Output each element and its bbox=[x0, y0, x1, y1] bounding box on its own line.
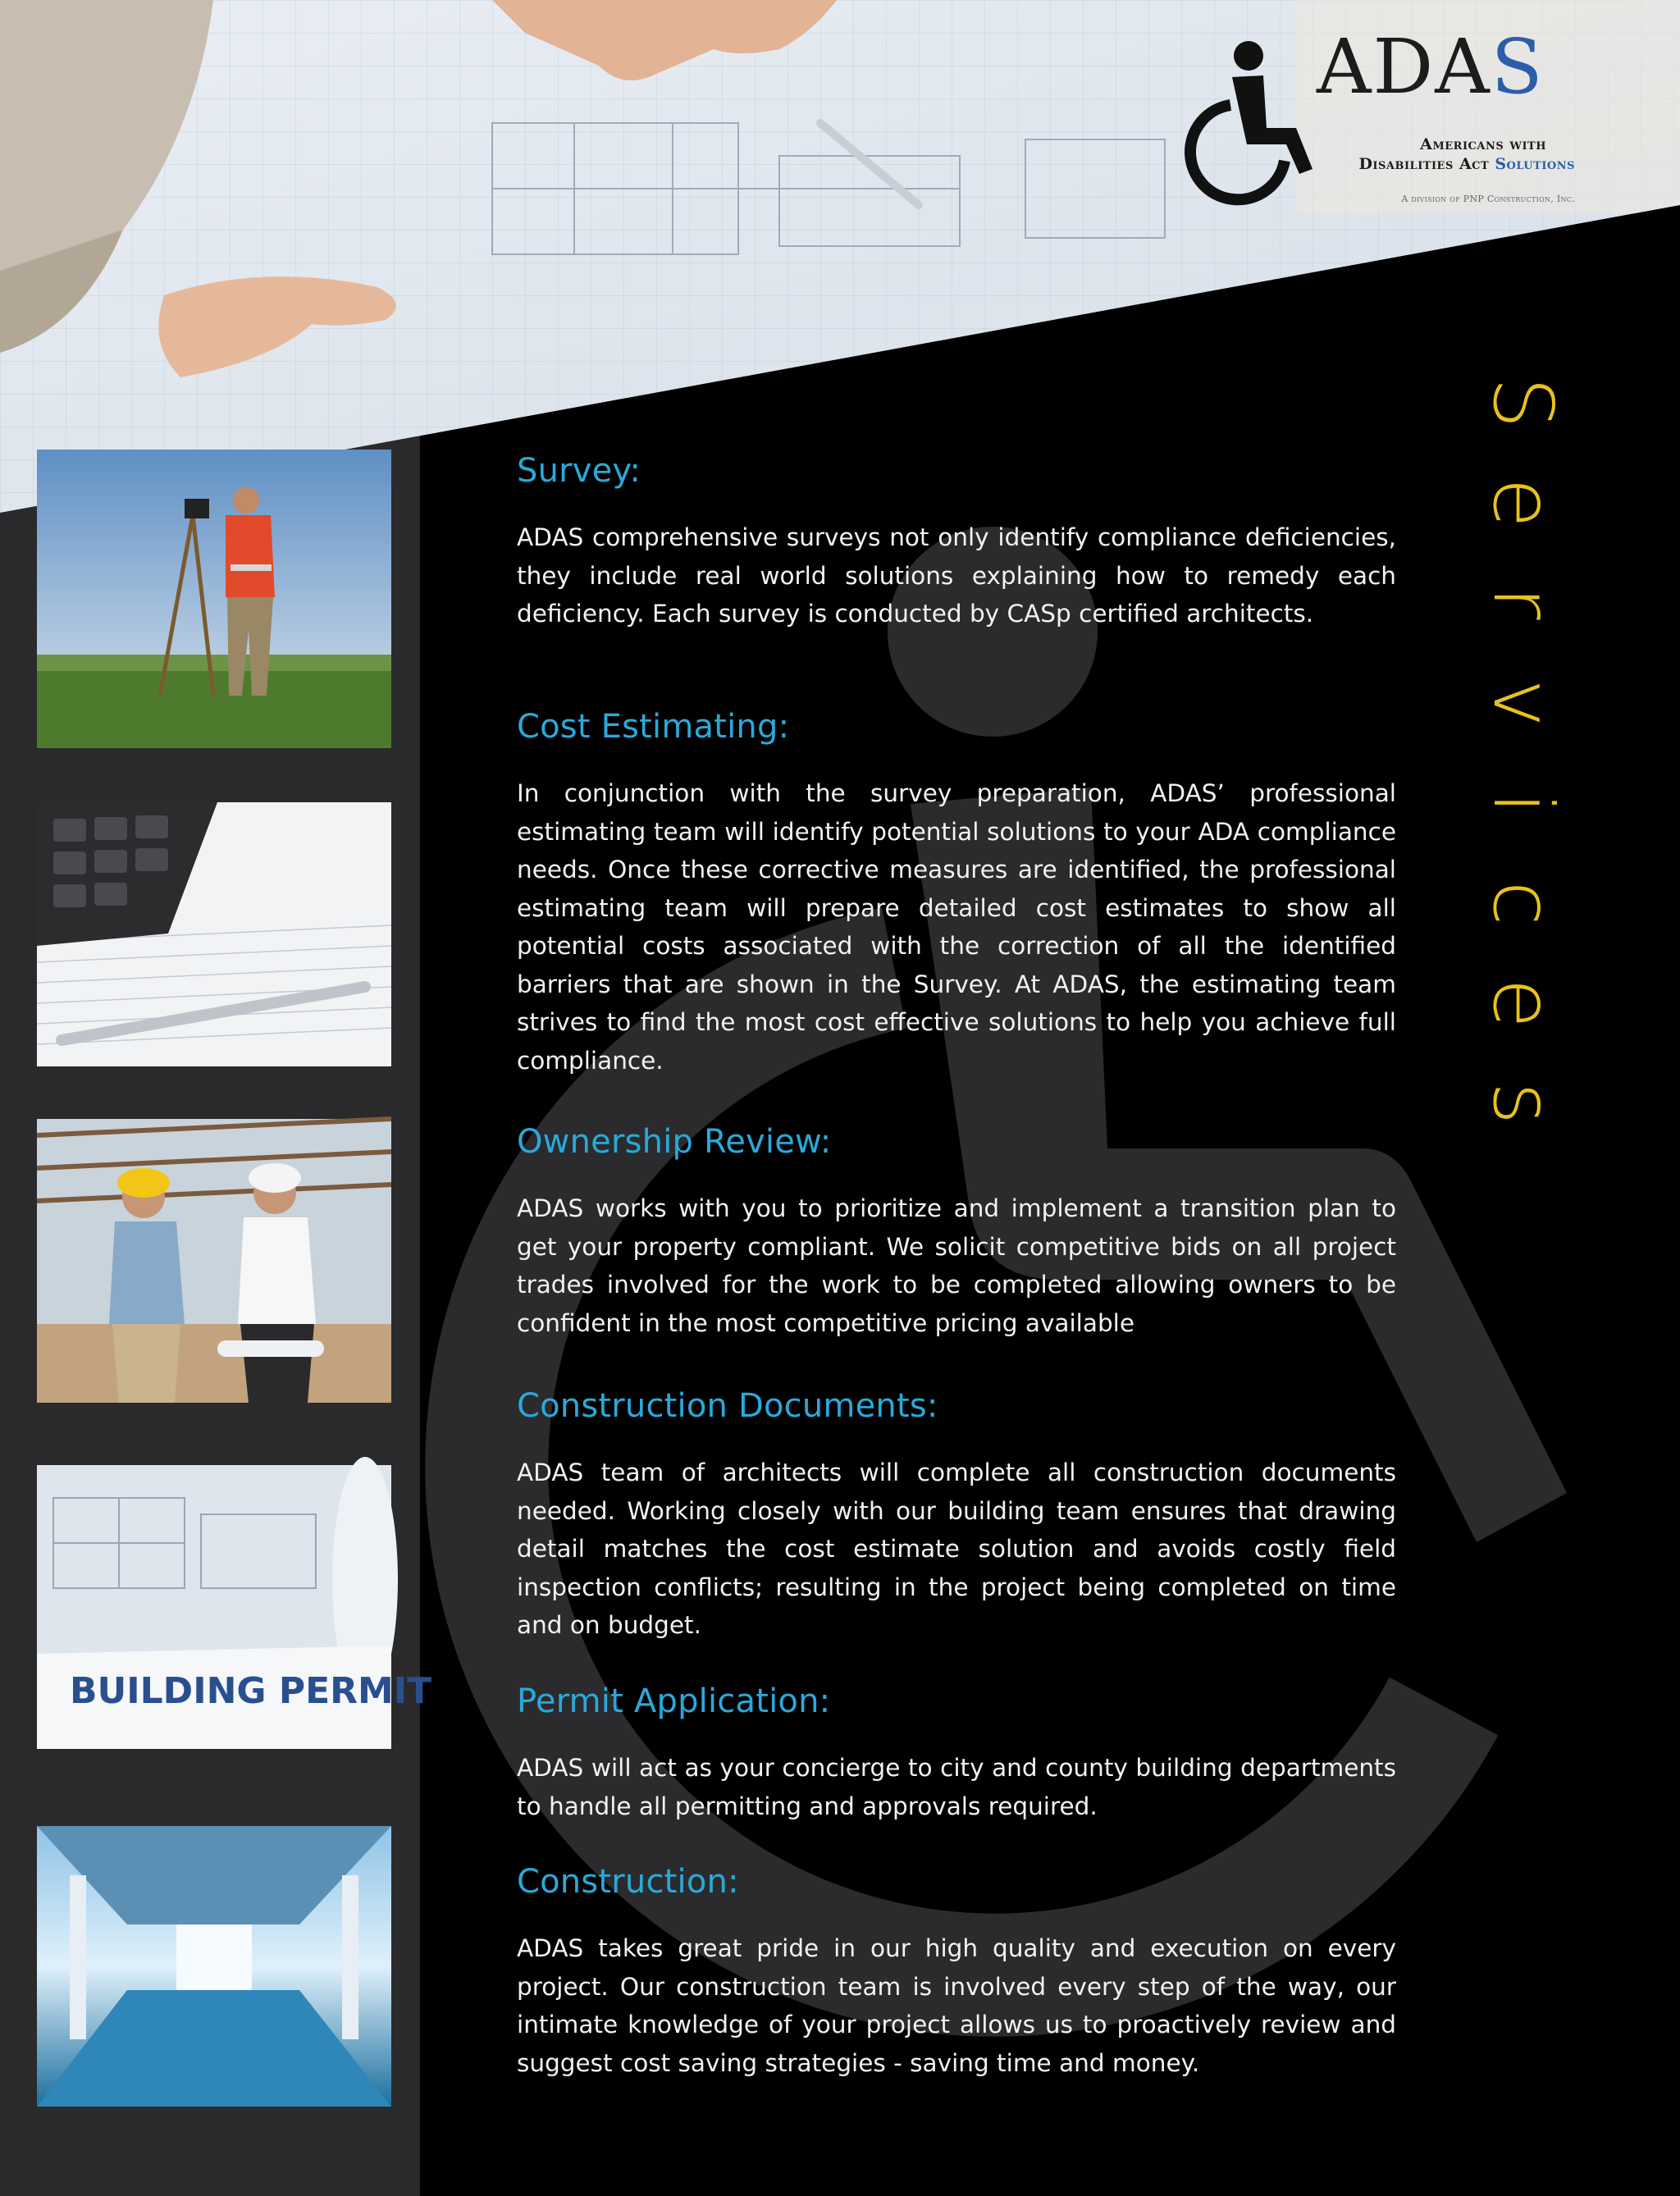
page-title bbox=[1475, 353, 1571, 1153]
handshake-photo bbox=[37, 1119, 391, 1403]
wheelchair-logo-icon bbox=[1181, 38, 1321, 202]
logo-wordmark: ADAS bbox=[1317, 23, 1545, 111]
calculator-photo bbox=[37, 802, 391, 1066]
section-cost-estimating bbox=[517, 707, 1396, 1080]
permit-label: BUILDING PERMIT bbox=[70, 1670, 432, 1712]
section-heading: Ownership Review: bbox=[517, 1123, 832, 1161]
section-heading: Permit Application: bbox=[517, 1682, 831, 1720]
section-body: In conjunction with the survey preparation, ADAS’ professional estimating team will identify potential solutions to your ADA compliance needs. Once these corrective measures are identified, the professional estimating team will prepare detailed cost estimates to show all potential costs associated with the correction of all the identified barriers that are shown in the Survey. At ADAS, the estimating team strives to find the most cost effective solutions to help you achieve full compliance. bbox=[517, 779, 1396, 1075]
adas-logo bbox=[1181, 23, 1608, 210]
title-letter: s bbox=[1475, 1081, 1571, 1125]
section-permit-application bbox=[517, 1682, 1396, 1825]
section-body: ADAS will act as your concierge to city and county building departments to handle all permitting and approvals required. bbox=[517, 1754, 1396, 1820]
section-construction bbox=[517, 1862, 1396, 2082]
section-body: ADAS comprehensive surveys not only identify compliance deficiencies, they include real world solutions explaining how to remedy each deficiency. Each survey is conducted by CASp certified architects. bbox=[517, 523, 1396, 628]
logo-tagline-line1: Americans with bbox=[1420, 135, 1546, 153]
section-ownership-review bbox=[517, 1122, 1396, 1342]
title-letter: r bbox=[1475, 586, 1571, 620]
section-survey bbox=[517, 451, 1396, 633]
section-heading: Cost Estimating: bbox=[517, 708, 790, 746]
title-letter: c bbox=[1475, 880, 1571, 926]
title-letter: e bbox=[1475, 477, 1571, 528]
title-letter: e bbox=[1475, 978, 1571, 1029]
section-heading: Survey: bbox=[517, 452, 641, 490]
building-permit-photo bbox=[37, 1465, 432, 1749]
building-interior-photo bbox=[37, 1826, 391, 2107]
logo-tagline-line2: Disabilities Act Solutions bbox=[1358, 155, 1575, 173]
section-construction-documents bbox=[517, 1386, 1396, 1645]
section-body: ADAS team of architects will complete all construction documents needed. Working closely with our building team ensures that drawing detail matches the cost estimate solution and avoids costly field inspection conflicts; resulting in the project being completed on time and on budget. bbox=[517, 1459, 1396, 1639]
logo-division-text: A division of PNP Construction, Inc. bbox=[1401, 194, 1575, 204]
title-letter: S bbox=[1475, 377, 1571, 429]
section-body: ADAS takes great pride in our high quality and execution on every project. Our construction team is involved every step of the way, our intimate knowledge of your project allows us to proactively review and suggest cost saving strategies - saving time and money. bbox=[517, 1934, 1396, 2077]
title-letter: v bbox=[1475, 678, 1571, 728]
section-body: ADAS works with you to prioritize and implement a transition plan to get your property compliant. We solicit competitive bids on all project trades involved for the work to be completed allowing owners to be confident in the most competitive pricing available bbox=[517, 1194, 1396, 1337]
section-heading: Construction Documents: bbox=[517, 1387, 938, 1425]
surveyor-photo bbox=[37, 450, 391, 748]
section-heading: Construction: bbox=[517, 1863, 739, 1901]
title-letter: i bbox=[1475, 792, 1571, 815]
